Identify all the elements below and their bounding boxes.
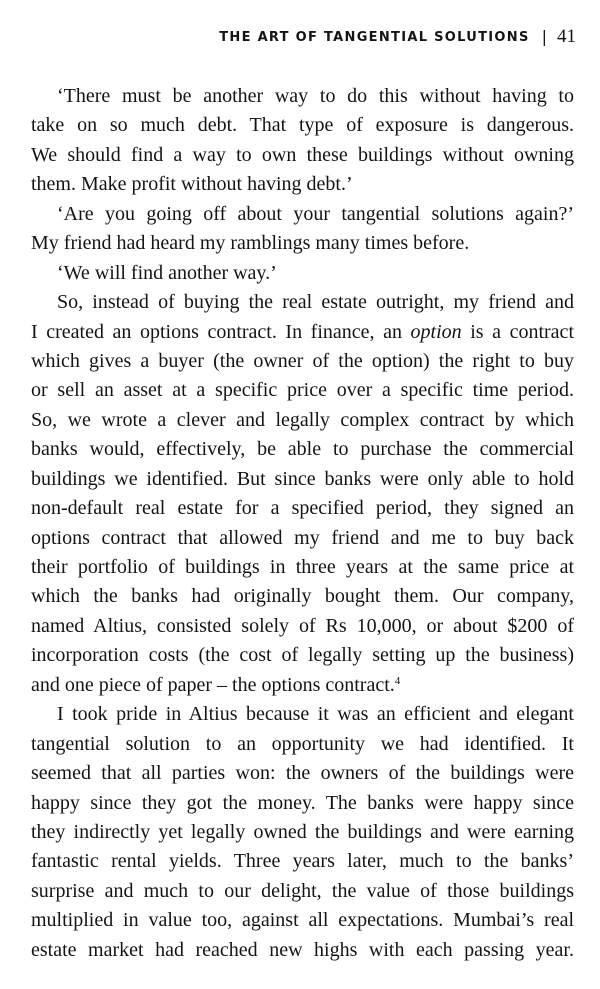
text-line: banks would, effectively, be able to purchase the commercial — [31, 438, 574, 461]
text-fragment: and one piece of paper – the options contract. — [31, 673, 395, 696]
text-fragment: I created an options contract. In finance, an — [31, 320, 411, 343]
body-text — [31, 82, 574, 965]
page-number: 41 — [557, 26, 576, 47]
text-line: fantastic rental yields. Three years later, much to the banks’ — [31, 850, 574, 873]
header-separator: | — [541, 26, 547, 46]
text-line-with-footnote — [31, 671, 574, 700]
text-line: tangential solution to an opportunity we had identified. It — [31, 732, 574, 755]
text-line: named Altius, consisted solely of Rs 10,000, or about $200 of — [31, 614, 574, 637]
text-line: happy since they got the money. The banks were happy since — [31, 791, 574, 814]
running-title: THE ART OF TANGENTIAL SOLUTIONS — [219, 29, 530, 45]
text-line: buildings we identified. But since banks were only able to hold — [31, 467, 574, 490]
text-line: So, instead of buying the real estate outright, my friend and — [57, 291, 574, 314]
text-line: surprise and much to our delight, the value of those buildings — [31, 879, 574, 902]
text-line: I took pride in Altius because it was an efficient and elegant — [57, 703, 574, 726]
text-fragment: is a contract — [461, 320, 574, 343]
text-line: estate market had reached new highs with each passing year. — [31, 938, 574, 961]
text-line: multiplied in value too, against all expectations. Mumbai’s real — [31, 909, 574, 932]
emphasis-option: option — [410, 320, 462, 343]
text-line: ‘There must be another way to do this without having to — [57, 85, 574, 107]
text-line: which the banks had originally bought them. Our company, — [31, 585, 574, 608]
running-header — [219, 26, 576, 48]
text-line: they indirectly yet legally owned the buildings and were earning — [31, 820, 574, 843]
text-line: My friend had heard my ramblings many times before. — [31, 232, 470, 255]
text-line: seemed that all parties won: the owners of the buildings were — [31, 762, 574, 785]
text-line: or sell an asset at a specific price over a specific time period. — [31, 379, 574, 402]
text-line: ‘We will find another way.’ — [57, 261, 277, 284]
footnote-reference[interactable]: 4 — [394, 674, 401, 687]
text-line: ‘Are you going off about your tangential solutions again?’ — [57, 202, 574, 225]
text-line: options contract that allowed my friend and me to buy back — [31, 526, 574, 549]
text-line: which gives a buyer (the owner of the option) the right to buy — [31, 349, 574, 372]
text-line: So, we wrote a clever and legally complex contract by which — [31, 408, 574, 431]
text-line: them. Make profit without having debt.’ — [31, 173, 353, 196]
text-line: take on so much debt. That type of exposure is dangerous. — [31, 114, 574, 137]
text-line: non-default real estate for a specified period, they signed an — [31, 497, 574, 520]
text-line: their portfolio of buildings in three years at the same price at — [31, 556, 574, 578]
text-line-with-emphasis — [31, 318, 574, 347]
text-line: incorporation costs (the cost of legally setting up the business) — [31, 644, 574, 667]
text-line: We should find a way to own these buildings without owning — [31, 143, 574, 166]
